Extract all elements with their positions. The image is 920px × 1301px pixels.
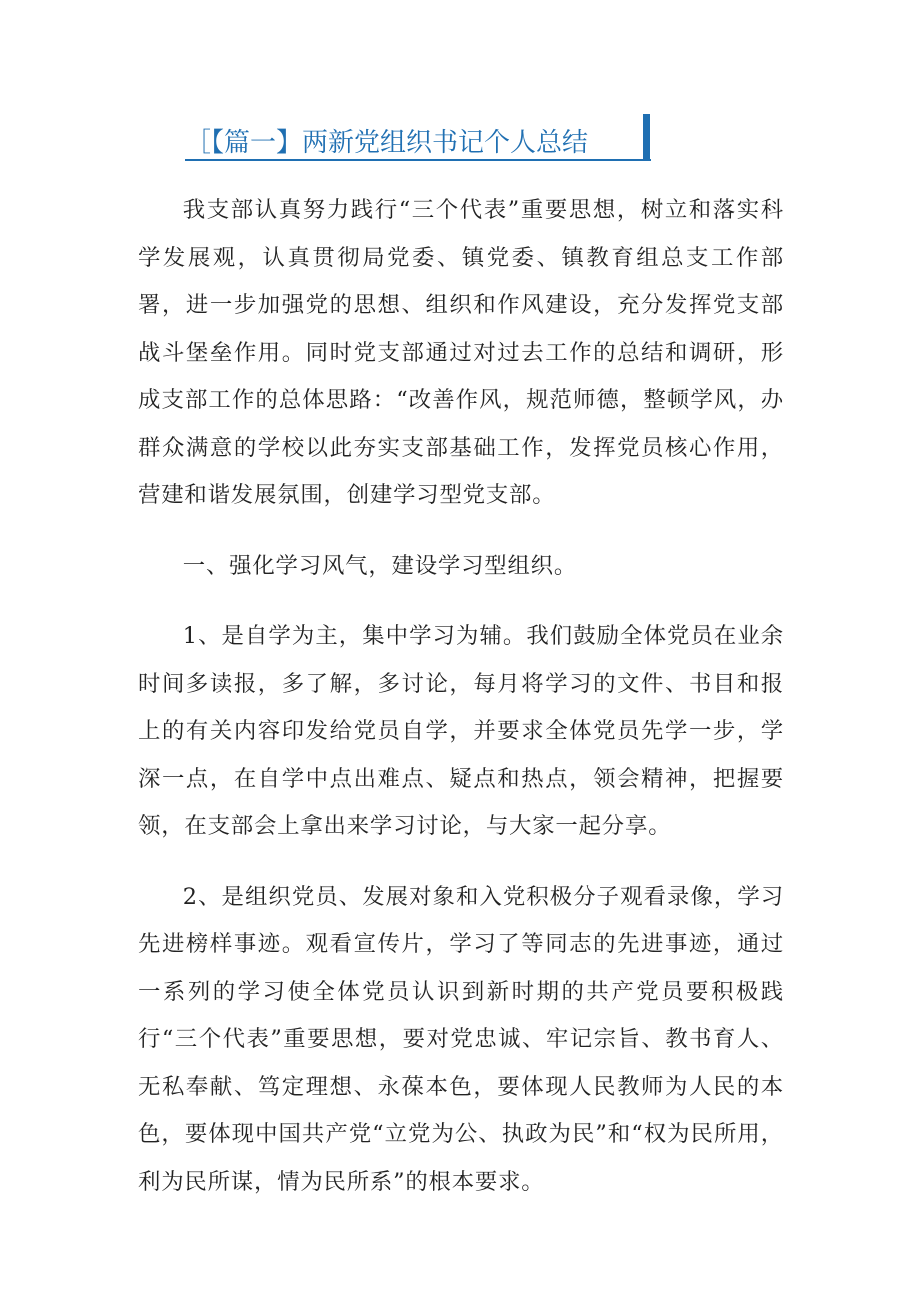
section-heading: 一、强化学习风气，建设学习型组织。	[182, 552, 578, 579]
document-body	[138, 187, 784, 1206]
page-title: ［【篇一】两新党组织书记个人总结	[185, 128, 589, 158]
title-block	[185, 112, 655, 162]
point-two-paragraph: 2、是组织党员、发展对象和入党积极分子观看录像，学习先进榜样事迹。观看宣传片，学习了等同志的先进事迹，通过一系列的学习使全体党员认识到新时期的共产党员要积极践行“三个代表”重要思想，要对党忠诚、牢记宗旨、教书育人、无私奉献、笃定理想、永葆本色，要体现人民教师为人民的本色，要体现中国共产党“立党为公、执政为民”和“权为民所用，利为民所谋，情为民所系”的根本要求。	[138, 883, 784, 1195]
title-underline	[185, 159, 651, 161]
text-cursor-bar	[643, 114, 650, 160]
point-one-paragraph: 1、是自学为主，集中学习为辅。我们鼓励全体党员在业余时间多读报，多了解，多讨论，每月将学习的文件、书目和报上的有关内容印发给党员自学，并要求全体党员先学一步，学深一点，在自学中点出难点、疑点和热点，领会精神，把握要领，在支部会上拿出来学习讨论，与大家一起分享。	[138, 623, 784, 839]
intro-paragraph: 我支部认真努力践行“三个代表”重要思想，树立和落实科学发展观，认真贯彻局党委、镇党委、镇教育组总支工作部署，进一步加强党的思想、组织和作风建设，充分发挥党支部战斗堡垒作用。同时党支部通过对过去工作的总结和调研，形成支部工作的总体思路：“改善作风，规范师德，整顿学风，办群众满意的学校以此夯实支部基础工作，发挥党员核心作用，营建和谐发展氛围，创建学习型党支部。	[138, 197, 784, 508]
